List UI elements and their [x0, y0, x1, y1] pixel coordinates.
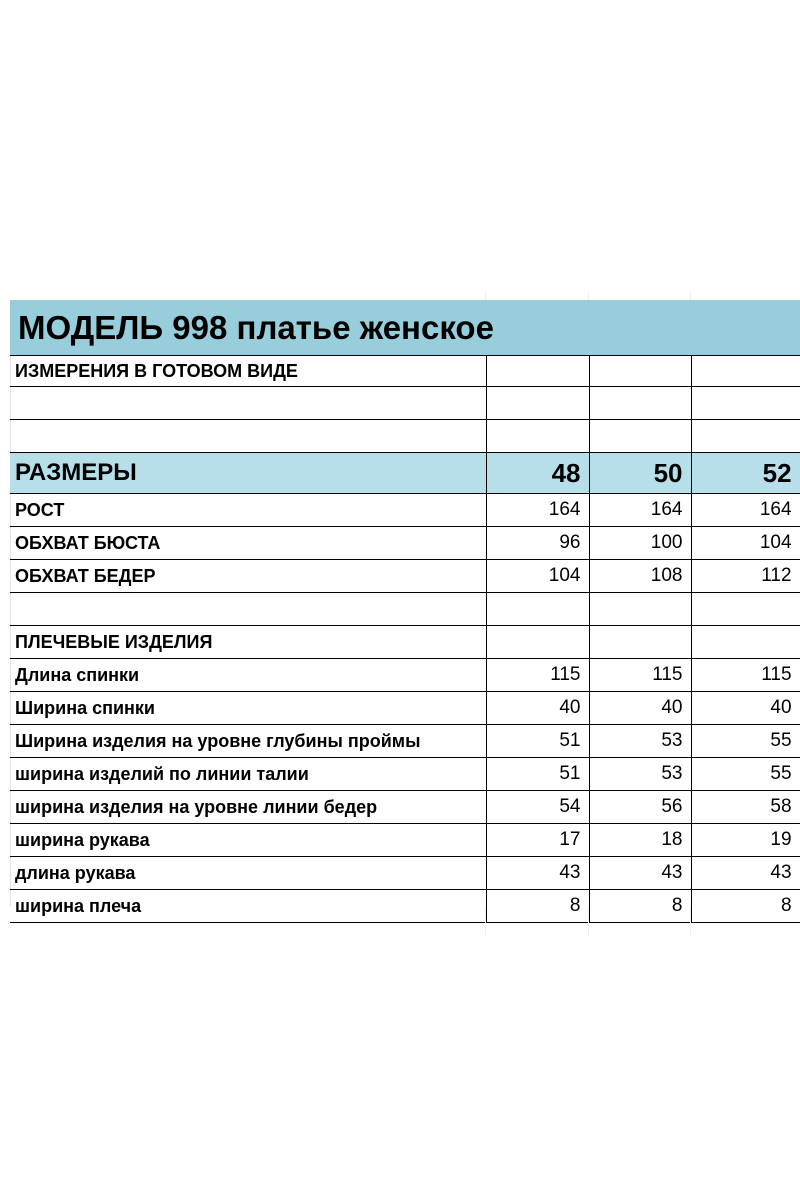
background-grid-bottom	[0, 906, 800, 1200]
empty-cell[interactable]	[10, 593, 486, 626]
row-value[interactable]: 108	[589, 560, 691, 593]
empty-row	[10, 420, 800, 453]
row-value[interactable]: 8	[589, 890, 691, 923]
empty-row	[10, 387, 800, 420]
row-value[interactable]: 8	[486, 890, 589, 923]
row-value[interactable]: 100	[589, 527, 691, 560]
row-value[interactable]: 54	[486, 791, 589, 824]
row-value[interactable]: 164	[691, 494, 800, 527]
row-value[interactable]: 115	[589, 659, 691, 692]
row-value[interactable]: 96	[486, 527, 589, 560]
empty-cell[interactable]	[486, 626, 589, 659]
row-value[interactable]: 40	[691, 692, 800, 725]
table-row	[10, 527, 800, 560]
title-row	[10, 300, 800, 356]
section-row	[10, 626, 800, 659]
row-value[interactable]: 164	[486, 494, 589, 527]
row-value[interactable]: 112	[691, 560, 800, 593]
empty-cell[interactable]	[691, 626, 800, 659]
measurements-subtitle[interactable]: ИЗМЕРЕНИЯ В ГОТОВОМ ВИДЕ	[10, 356, 486, 387]
row-value[interactable]: 53	[589, 758, 691, 791]
row-value[interactable]: 43	[589, 857, 691, 890]
empty-cell[interactable]	[10, 420, 486, 453]
row-value[interactable]: 115	[486, 659, 589, 692]
sizes-header-row	[10, 453, 800, 494]
table-row	[10, 494, 800, 527]
empty-cell[interactable]	[589, 626, 691, 659]
row-value[interactable]: 43	[691, 857, 800, 890]
row-value[interactable]: 55	[691, 725, 800, 758]
row-value[interactable]: 56	[589, 791, 691, 824]
sizes-label[interactable]: РАЗМЕРЫ	[10, 453, 486, 494]
row-value[interactable]: 58	[691, 791, 800, 824]
row-label[interactable]: ОБХВАТ БЮСТА	[10, 527, 486, 560]
row-value[interactable]: 8	[691, 890, 800, 923]
measurement-table	[10, 300, 800, 923]
table-row	[10, 758, 800, 791]
row-value[interactable]: 53	[589, 725, 691, 758]
row-value[interactable]: 19	[691, 824, 800, 857]
empty-cell[interactable]	[589, 420, 691, 453]
table-row	[10, 791, 800, 824]
row-label[interactable]: Ширина изделия на уровне глубины проймы	[10, 725, 486, 758]
subtitle-row	[10, 356, 800, 387]
row-label[interactable]: Ширина спинки	[10, 692, 486, 725]
row-value[interactable]: 104	[486, 560, 589, 593]
row-label[interactable]: длина рукава	[10, 857, 486, 890]
empty-cell[interactable]	[486, 593, 589, 626]
table-row	[10, 659, 800, 692]
row-label[interactable]: ширина изделий по линии талии	[10, 758, 486, 791]
row-label[interactable]: ширина плеча	[10, 890, 486, 923]
spreadsheet	[10, 300, 800, 923]
empty-cell[interactable]	[486, 387, 589, 420]
empty-cell[interactable]	[486, 356, 589, 387]
row-value[interactable]: 18	[589, 824, 691, 857]
row-value[interactable]: 51	[486, 758, 589, 791]
row-value[interactable]: 115	[691, 659, 800, 692]
empty-cell[interactable]	[589, 593, 691, 626]
empty-row	[10, 593, 800, 626]
table-row	[10, 857, 800, 890]
empty-cell[interactable]	[691, 593, 800, 626]
empty-cell[interactable]	[691, 387, 800, 420]
empty-cell[interactable]	[589, 387, 691, 420]
model-title[interactable]: МОДЕЛЬ 998 платье женское	[10, 300, 800, 356]
empty-cell[interactable]	[691, 420, 800, 453]
table-row	[10, 560, 800, 593]
table-row	[10, 692, 800, 725]
row-value[interactable]: 55	[691, 758, 800, 791]
empty-cell[interactable]	[691, 356, 800, 387]
size-48[interactable]: 48	[486, 453, 589, 494]
table-row	[10, 824, 800, 857]
row-value[interactable]: 43	[486, 857, 589, 890]
row-value[interactable]: 104	[691, 527, 800, 560]
empty-cell[interactable]	[10, 387, 486, 420]
row-label[interactable]: Длина спинки	[10, 659, 486, 692]
section-label[interactable]: ПЛЕЧЕВЫЕ ИЗДЕЛИЯ	[10, 626, 486, 659]
row-label[interactable]: ширина рукава	[10, 824, 486, 857]
background-grid-top	[0, 0, 800, 300]
row-label[interactable]: ширина изделия на уровне линии бедер	[10, 791, 486, 824]
empty-cell[interactable]	[486, 420, 589, 453]
row-value[interactable]: 40	[589, 692, 691, 725]
size-50[interactable]: 50	[589, 453, 691, 494]
row-value[interactable]: 40	[486, 692, 589, 725]
row-value[interactable]: 164	[589, 494, 691, 527]
row-label[interactable]: РОСТ	[10, 494, 486, 527]
table-row	[10, 725, 800, 758]
size-52[interactable]: 52	[691, 453, 800, 494]
row-value[interactable]: 51	[486, 725, 589, 758]
empty-cell[interactable]	[589, 356, 691, 387]
row-value[interactable]: 17	[486, 824, 589, 857]
row-label[interactable]: ОБХВАТ БЕДЕР	[10, 560, 486, 593]
